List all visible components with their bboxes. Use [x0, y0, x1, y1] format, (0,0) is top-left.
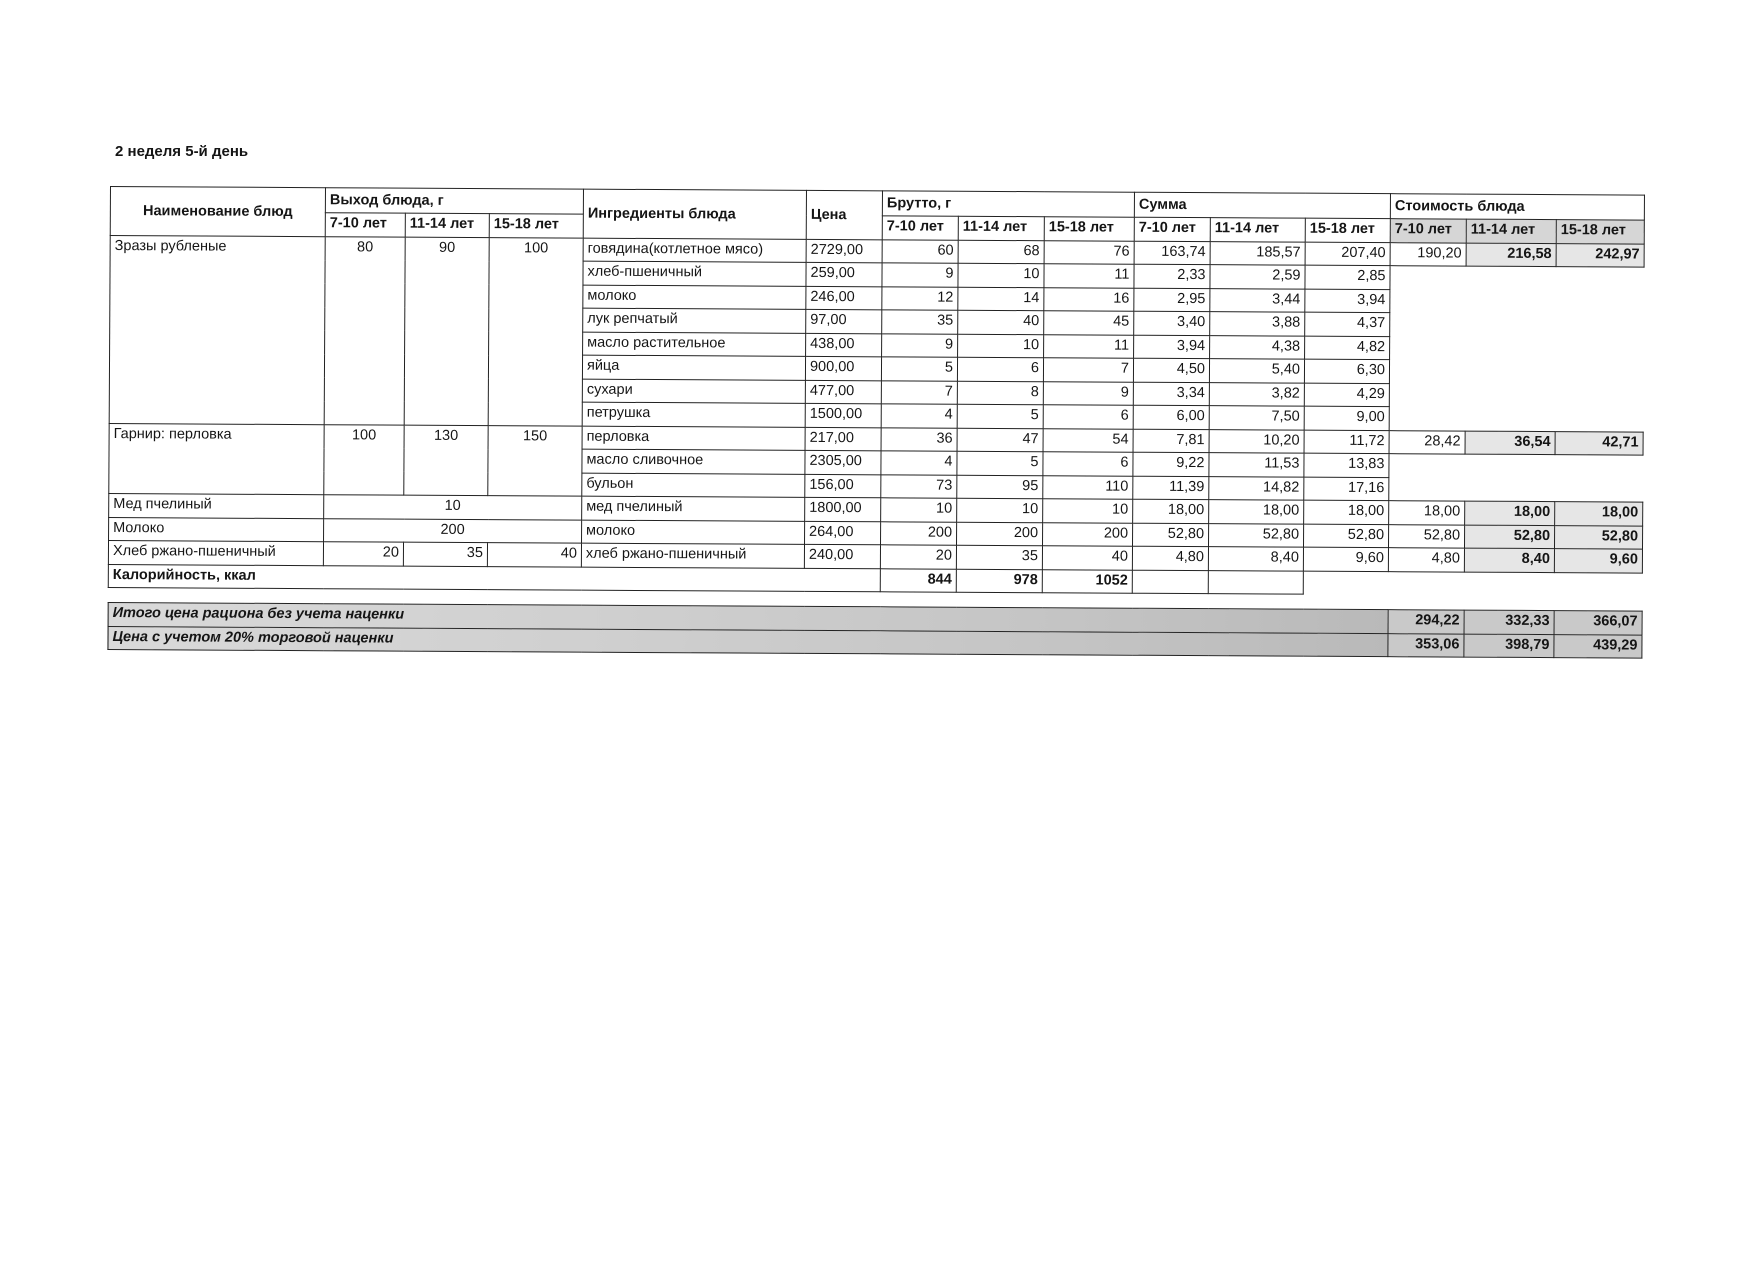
- page-title: 2 неделя 5-й день: [115, 143, 249, 160]
- ingredient-name: бульон: [582, 473, 805, 498]
- gross-value: 76: [1044, 240, 1134, 264]
- ingredient-name: молоко: [583, 285, 806, 310]
- dish-name: Мед пчелиный: [109, 493, 324, 518]
- gross-value: 5: [957, 404, 1043, 428]
- gross-value: 12: [882, 286, 958, 310]
- cost-value: 8,40: [1464, 548, 1554, 572]
- gross-value: 6: [957, 357, 1043, 381]
- dish-output: 80: [324, 236, 405, 424]
- sum-value: 3,88: [1210, 312, 1305, 336]
- sum-value: 18,00: [1304, 500, 1389, 524]
- dish-output: 100: [488, 237, 583, 426]
- header-age-15-18: 15-18 лет: [1305, 218, 1390, 242]
- sum-value: 9,00: [1304, 406, 1389, 430]
- gross-value: 9: [882, 333, 958, 357]
- dish-name: Хлеб ржано-пшеничный: [108, 540, 323, 565]
- ingredient-price: 1800,00: [805, 497, 881, 521]
- header-age-11-14: 11-14 лет: [1210, 218, 1305, 242]
- total-value: 439,29: [1554, 634, 1642, 658]
- sum-value: 7,81: [1133, 429, 1209, 453]
- gross-value: 7: [1043, 358, 1133, 382]
- gross-value: 9: [1043, 381, 1133, 405]
- ingredient-name: мед пчелиный: [582, 496, 805, 521]
- sum-value: 3,82: [1209, 382, 1304, 406]
- header-age-7-10: 7-10 лет: [1390, 219, 1466, 243]
- gross-value: 14: [958, 287, 1044, 311]
- ingredient-price: 264,00: [805, 521, 881, 545]
- header-price: Цена: [806, 190, 882, 239]
- sum-value: 3,44: [1210, 288, 1305, 312]
- sum-value: 2,59: [1210, 265, 1305, 289]
- total-value: 294,22: [1388, 610, 1464, 634]
- ingredient-name: молоко: [582, 520, 805, 545]
- cost-value: 52,80: [1389, 524, 1465, 548]
- sum-value: 4,38: [1210, 335, 1305, 359]
- gross-value: 11: [1044, 334, 1134, 358]
- sum-value: 3,34: [1133, 382, 1209, 406]
- dish-output: 130: [404, 425, 488, 496]
- total-value: 366,07: [1554, 611, 1642, 635]
- sum-value: 4,37: [1305, 312, 1390, 336]
- ingredient-name: хлеб ржано-пшеничный: [581, 543, 804, 568]
- cost-value: 216,58: [1466, 243, 1556, 267]
- cost-value: 242,97: [1556, 243, 1644, 267]
- gross-value: 45: [1044, 311, 1134, 335]
- ingredient-price: 217,00: [805, 427, 881, 451]
- total-value: 353,06: [1388, 633, 1464, 657]
- gross-value: 20: [880, 545, 956, 569]
- cost-value: 18,00: [1555, 502, 1643, 526]
- sum-value: 52,80: [1209, 523, 1304, 547]
- ingredient-name: хлеб-пшеничный: [583, 261, 806, 286]
- gross-value: 10: [881, 498, 957, 522]
- gross-value: 54: [1043, 428, 1133, 452]
- sum-value: 6,00: [1133, 405, 1209, 429]
- sum-value: 52,80: [1133, 523, 1209, 547]
- sum-value: 11,72: [1304, 430, 1389, 454]
- cost-value: 190,20: [1390, 242, 1466, 266]
- ingredient-name: сухари: [582, 379, 805, 404]
- ingredient-name: петрушка: [582, 402, 805, 427]
- sum-value: 3,94: [1134, 335, 1210, 359]
- gross-value: 110: [1043, 475, 1133, 499]
- gross-value: 8: [957, 381, 1043, 405]
- sum-value: 17,16: [1304, 477, 1389, 501]
- sum-value: 3,40: [1134, 311, 1210, 335]
- gross-value: 73: [881, 474, 957, 498]
- total-label: Цена с учетом 20% торговой наценки: [108, 626, 1388, 657]
- gross-value: 10: [958, 334, 1044, 358]
- sum-value: 163,74: [1134, 241, 1210, 265]
- cost-value: 4,80: [1388, 548, 1464, 572]
- sum-value: 3,94: [1305, 289, 1390, 313]
- header-age-11-14: 11-14 лет: [1466, 219, 1556, 243]
- dish-output: 150: [488, 425, 582, 496]
- ingredient-price: 97,00: [806, 309, 882, 333]
- gross-value: 11: [1044, 264, 1134, 288]
- gross-value: 6: [1043, 405, 1133, 429]
- gross-value: 68: [958, 240, 1044, 264]
- sum-value: 18,00: [1209, 500, 1304, 524]
- gross-value: 10: [957, 498, 1043, 522]
- sum-value: 10,20: [1209, 429, 1304, 453]
- dish-output: 90: [404, 237, 489, 425]
- gross-value: 200: [957, 522, 1043, 546]
- sum-value: 2,95: [1134, 288, 1210, 312]
- dish-output: 35: [403, 542, 487, 566]
- header-age-7-10: 7-10 лет: [1134, 217, 1210, 241]
- gross-value: 9: [882, 263, 958, 287]
- sum-value: 207,40: [1305, 242, 1390, 266]
- gross-value: 10: [1043, 499, 1133, 523]
- calories-value: 978: [956, 569, 1042, 593]
- ingredient-price: 2729,00: [806, 239, 882, 263]
- sum-value: 9,22: [1133, 452, 1209, 476]
- total-label: Итого цена рациона без учета наценки: [108, 602, 1388, 633]
- sum-value: 4,50: [1133, 358, 1209, 382]
- header-output: Выход блюда, г: [325, 188, 583, 214]
- gross-value: 7: [881, 380, 957, 404]
- header-age-7-10: 7-10 лет: [325, 213, 405, 237]
- sum-value: 11,53: [1209, 453, 1304, 477]
- header-age-11-14: 11-14 лет: [958, 216, 1044, 240]
- gross-value: 10: [958, 263, 1044, 287]
- header-ingredients: Ингредиенты блюда: [583, 189, 806, 239]
- sum-value: 9,60: [1303, 547, 1388, 571]
- gross-value: 200: [881, 521, 957, 545]
- gross-value: 60: [882, 239, 958, 263]
- total-value: 398,79: [1464, 634, 1554, 658]
- header-sum: Сумма: [1134, 192, 1390, 218]
- total-value: 332,33: [1464, 610, 1554, 634]
- header-age-15-18: 15-18 лет: [1044, 217, 1134, 241]
- ingredient-price: 240,00: [804, 544, 880, 568]
- dish-name: Зразы рубленые: [109, 235, 325, 424]
- ingredient-price: 477,00: [805, 380, 881, 404]
- dish-output: 40: [487, 543, 581, 567]
- gross-value: 4: [881, 451, 957, 475]
- gross-value: 36: [881, 427, 957, 451]
- gross-value: 35: [882, 310, 958, 334]
- sum-value: 7,50: [1209, 406, 1304, 430]
- ingredient-price: 259,00: [806, 262, 882, 286]
- gross-value: 4: [881, 404, 957, 428]
- ingredient-price: 246,00: [806, 286, 882, 310]
- ingredient-name: масло сливочное: [582, 449, 805, 474]
- header-gross: Брутто, г: [882, 191, 1134, 217]
- dish-name: Молоко: [109, 517, 324, 542]
- dish-output: 200: [324, 518, 582, 543]
- ingredient-name: лук репчатый: [583, 308, 806, 333]
- dish-output: 100: [324, 424, 404, 495]
- sum-value: 4,29: [1304, 383, 1389, 407]
- sum-value: 5,40: [1209, 359, 1304, 383]
- gross-value: 40: [958, 310, 1044, 334]
- sum-value: 6,30: [1304, 359, 1389, 383]
- ingredient-name: говядина(котлетное мясо): [583, 238, 806, 263]
- gross-value: 35: [956, 545, 1042, 569]
- cost-value: 18,00: [1465, 501, 1555, 525]
- gross-value: 40: [1042, 546, 1132, 570]
- ingredient-price: 900,00: [805, 356, 881, 380]
- header-dish-name: Наименование блюд: [110, 187, 325, 237]
- header-age-7-10: 7-10 лет: [882, 216, 958, 240]
- ingredient-price: 438,00: [806, 333, 882, 357]
- cost-value: 28,42: [1389, 430, 1465, 454]
- header-age-15-18: 15-18 лет: [489, 214, 583, 238]
- sum-value: 11,39: [1133, 476, 1209, 500]
- header-age-11-14: 11-14 лет: [405, 213, 489, 237]
- ingredient-name: перловка: [582, 426, 805, 451]
- header-cost: Стоимость блюда: [1390, 194, 1644, 220]
- sum-value: 52,80: [1304, 524, 1389, 548]
- calories-value: 844: [880, 568, 956, 592]
- sum-value: 4,82: [1305, 336, 1390, 360]
- sum-value: 13,83: [1304, 453, 1389, 477]
- sum-value: 2,33: [1134, 264, 1210, 288]
- cost-value: 52,80: [1464, 525, 1554, 549]
- calories-value: 1052: [1042, 569, 1132, 593]
- sum-value: 14,82: [1209, 476, 1304, 500]
- gross-value: 95: [957, 475, 1043, 499]
- sum-value: 185,57: [1210, 241, 1305, 265]
- menu-sheet: [107, 186, 1645, 659]
- cost-value: 36,54: [1465, 431, 1555, 455]
- cost-value: 9,60: [1554, 549, 1642, 573]
- calories-label: Калорийность, ккал: [108, 564, 880, 592]
- gross-value: 5: [881, 357, 957, 381]
- gross-value: 16: [1044, 287, 1134, 311]
- gross-value: 5: [957, 451, 1043, 475]
- ingredient-name: яйца: [582, 355, 805, 380]
- gross-value: 200: [1043, 522, 1133, 546]
- dish-name: Гарнир: перловка: [109, 423, 324, 495]
- ingredient-price: 2305,00: [805, 450, 881, 474]
- ingredient-price: 156,00: [805, 474, 881, 498]
- gross-value: 47: [957, 428, 1043, 452]
- header-age-15-18: 15-18 лет: [1556, 220, 1644, 244]
- ingredient-name: масло растительное: [583, 332, 806, 357]
- sum-value: 4,80: [1132, 546, 1208, 570]
- cost-value: 52,80: [1554, 525, 1642, 549]
- dish-output: 10: [324, 495, 582, 520]
- gross-value: 6: [1043, 452, 1133, 476]
- sum-value: 8,40: [1208, 547, 1303, 571]
- cost-value: 18,00: [1389, 501, 1465, 525]
- ingredient-price: 1500,00: [805, 403, 881, 427]
- cost-value: 42,71: [1555, 431, 1643, 455]
- sum-value: 18,00: [1133, 499, 1209, 523]
- dish-output: 20: [323, 542, 403, 566]
- menu-table: [107, 186, 1645, 659]
- sum-value: 2,85: [1305, 265, 1390, 289]
